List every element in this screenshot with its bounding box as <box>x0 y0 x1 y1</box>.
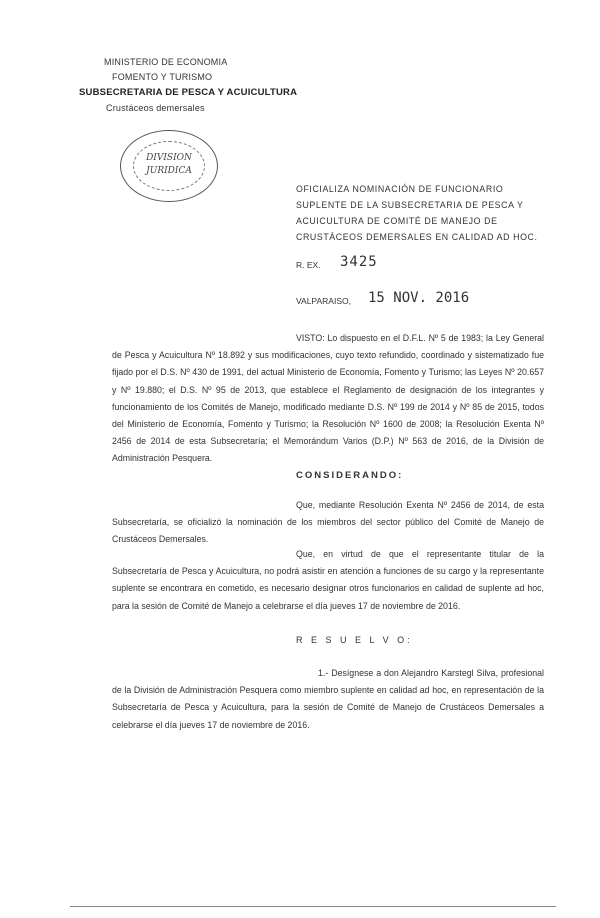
resuelvo-heading: R E S U E L V O: <box>296 635 413 645</box>
resolution-place: VALPARAISO, <box>296 296 351 306</box>
ministry-name: MINISTERIO DE ECONOMIA <box>104 57 228 67</box>
stamp-line-2: JURIDICA <box>146 166 192 176</box>
considerando-paragraph-1 <box>112 497 544 549</box>
visto-text: VISTO: Lo dispuesto en el D.F.L. Nº 5 de 1983; la Ley General de Pesca y Acuicultura Nº 18.892 y sus modificaciones, cuyo texto refundido, coordinado y sistematizado fue fijado por el D.S. Nº 430 de 1991, del actual Ministerio de Economía, Fomento y Turismo; las Leyes Nº 20.657 y Nº 19.880; el D.S. Nº 95 de 2013, que establece el Reglamento de designación de los integrantes y funcionamiento de los Comités de Manejo, modificado mediante D.S. Nº 199 de 2014 y Nº 85 de 2015, todos del Ministerio de Economía, Fomento y Turismo; la Resolución Nº 1600 de 2008; la Resolución Exenta Nº 2456 de 2014 de esta Subsecretaría; el Memorándum Varios (D.P.) Nº 563 de 2016, de la División de Administración Pesquera. <box>112 333 544 464</box>
resolution-number: 3425 <box>340 254 378 270</box>
ministry-subtitle: FOMENTO Y TURISMO <box>112 72 213 82</box>
subsecretaria-name: SUBSECRETARIA DE PESCA Y ACUICULTURA <box>79 87 298 98</box>
resuelvo-paragraph-1 <box>112 665 544 734</box>
resolution-date: 15 NOV. 2016 <box>368 290 470 306</box>
considerando-paragraph-2 <box>112 546 544 615</box>
unit-name: Crustáceos demersales <box>106 103 205 113</box>
resolution-label: R. EX. <box>296 260 321 270</box>
stamp-line-1: DIVISION <box>146 153 192 163</box>
considerando-p1-text: Que, mediante Resolución Exenta Nº 2456 de 2014, de esta Subsecretaría, se oficializó la nominación de los miembros del sector público del Comité de Manejo de Crustáceos Demersales. <box>112 500 544 545</box>
footer-divider <box>70 906 556 907</box>
considerando-heading: CONSIDERANDO: <box>296 470 404 481</box>
division-juridica-stamp <box>120 130 218 202</box>
considerando-p2-text: Que, en virtud de que el representante titular de la Subsecretaría de Pesca y Acuicultura, no podrá asistir en atención a funciones de su cargo y la representante suplente se encontrara en cometido, es necesario designar otros funcionarios en calidad de suplente ad hoc, para la sesión de Comité de Manejo a celebrarse el día jueves 17 de noviembre de 2016. <box>112 549 544 611</box>
resuelvo-p1-text: 1.- Desígnese a don Alejandro Karstegl Silva, profesional de la División de Administración Pesquera como miembro suplente en calidad ad hoc, en representación de la Subsecretaría de Pesca y Acuicultura, para la sesión de Comité de Manejo de Crustáceos Demersales a celebrarse el día jueves 17 de noviembre de 2016. <box>112 668 544 730</box>
document-title: OFICIALIZA NOMINACIÓN DE FUNCIONARIO SUPLENTE DE LA SUBSECRETARIA DE PESCA Y ACUICULTURA DE COMITÉ DE MANEJO DE CRUSTÁCEOS DEMERSALES EN CALIDAD AD HOC. <box>296 184 538 242</box>
visto-paragraph <box>112 330 544 468</box>
